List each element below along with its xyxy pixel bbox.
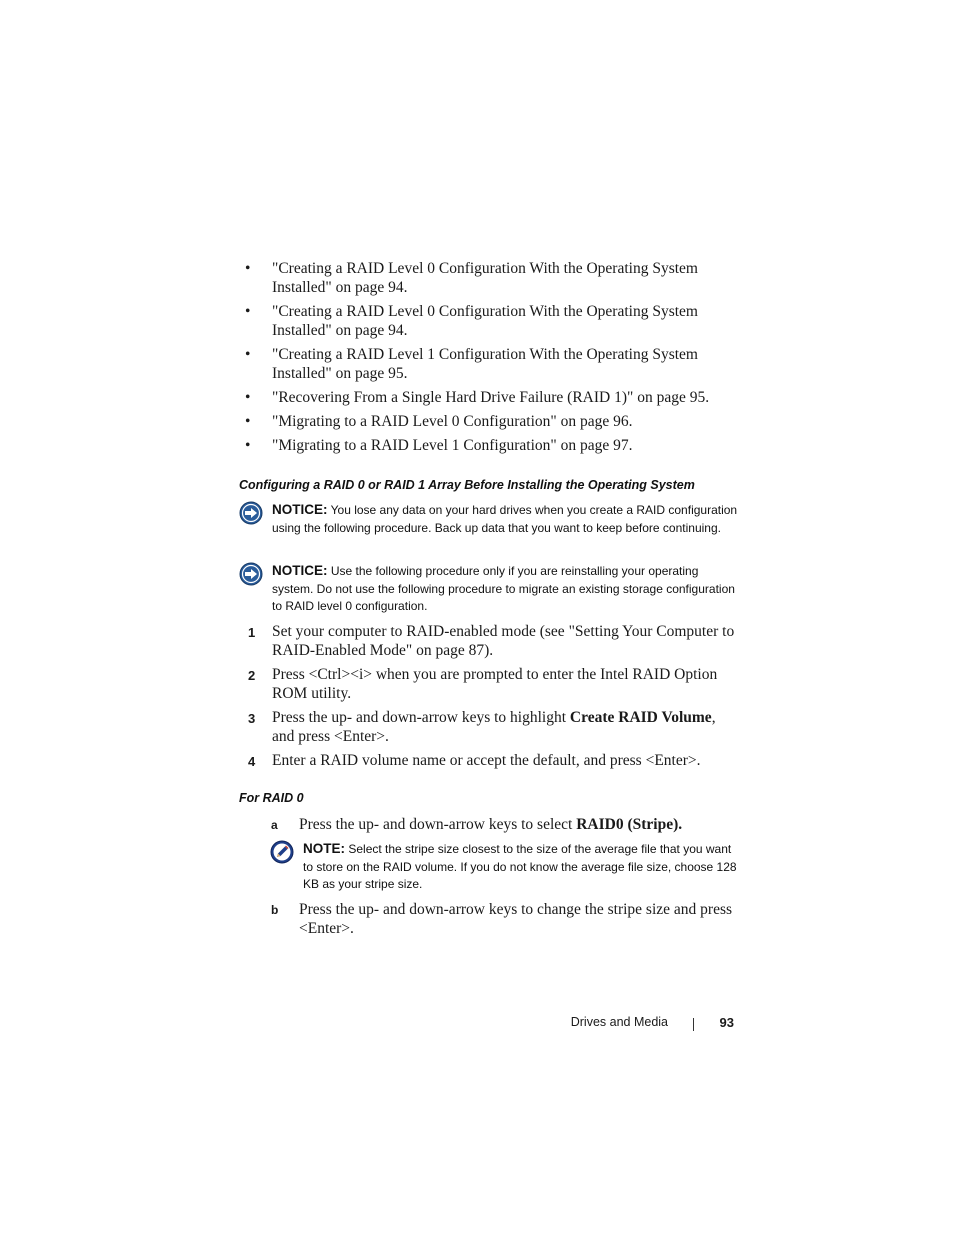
footer-divider (693, 1018, 694, 1031)
notice-callout (239, 501, 739, 537)
step-number: 2 (248, 668, 256, 683)
bullet-glyph: • (245, 413, 251, 430)
step-item (248, 708, 740, 746)
step-text: Press <Ctrl><i> when you are prompted to enter the Intel RAID Option ROM utility. (272, 666, 718, 702)
bullet-glyph: • (245, 437, 251, 454)
footer-section-title: Drives and Media (570, 1015, 668, 1029)
list-item-text: "Migrating to a RAID Level 0 Configuration" on page 96. (272, 413, 633, 430)
step-number: 4 (248, 754, 256, 769)
note-text: Select the stripe size closest to the size of the average file that you want to store on the RAID volume. If you do not know the average file size, choose 128 KB as your stripe size. (303, 842, 737, 891)
list-item-text: "Creating a RAID Level 0 Configuration With the Operating System Installed" on page 94. (272, 303, 698, 339)
raid0-heading: For RAID 0 (239, 791, 304, 805)
substep-text-pre: Press the up- and down-arrow keys to select (299, 816, 577, 833)
substep-letter: b (271, 903, 279, 917)
step-text: Enter a RAID volume name or accept the default, and press <Enter>. (272, 752, 701, 769)
page-number: 93 (719, 1015, 734, 1030)
list-item-text: "Migrating to a RAID Level 1 Configuration" on page 97. (272, 437, 633, 454)
notice-text: You lose any data on your hard drives when you create a RAID configuration using the following procedure. Back up data that you want to keep before continuing. (272, 503, 738, 535)
step-item (248, 751, 740, 770)
ui-term: RAID0 (Stripe). (576, 816, 683, 833)
raid0-substeps-continued (271, 900, 741, 938)
list-item-text: "Creating a RAID Level 1 Configuration With the Operating System Installed" on page 95. (272, 346, 698, 382)
list-item (245, 345, 745, 383)
page-footer (540, 1015, 736, 1035)
ui-term: Create RAID Volume (569, 709, 712, 726)
bullet-glyph: • (245, 346, 251, 363)
note-label: NOTE: (303, 841, 345, 856)
list-item-text: "Creating a RAID Level 0 Configuration With the Operating System Installed" on page 94. (272, 260, 698, 296)
bullet-glyph: • (245, 260, 251, 277)
step-text-post: , and press <Enter>. (272, 709, 716, 745)
notice-label: NOTICE: (272, 563, 328, 578)
notice-text: Use the following procedure only if you are reinstalling your operating system. Do not use the following procedure to migrate an existing storage configuration to RAID level 0 configuration. (272, 564, 735, 613)
step-number: 1 (248, 625, 256, 640)
bullet-glyph: • (245, 389, 251, 406)
step-text-pre: Press the up- and down-arrow keys to highlight (272, 709, 570, 726)
notice-icon (239, 501, 263, 525)
list-item (245, 436, 745, 455)
step-item (248, 622, 740, 660)
bullet-glyph: • (245, 303, 251, 320)
list-item-text: "Recovering From a Single Hard Drive Failure (RAID 1)" on page 95. (272, 389, 710, 406)
substep-letter: a (271, 818, 278, 832)
notice-label: NOTICE: (272, 502, 328, 517)
substep-text: Press the up- and down-arrow keys to change the stripe size and press <Enter>. (299, 901, 733, 937)
section-heading: Configuring a RAID 0 or RAID 1 Array Before Installing the Operating System (239, 478, 695, 492)
notice-icon (239, 562, 263, 586)
substep-item (271, 815, 741, 834)
procedure-steps (248, 622, 740, 775)
raid0-substeps (271, 815, 741, 834)
step-text: Set your computer to RAID-enabled mode (see "Setting Your Computer to RAID-Enabled Mode" on page 87). (272, 623, 735, 659)
note-callout (270, 840, 740, 894)
list-item (245, 302, 745, 340)
list-item (245, 388, 745, 407)
list-item (245, 412, 745, 431)
notice-callout (239, 562, 739, 616)
substep-item (271, 900, 741, 938)
list-item (245, 259, 745, 297)
step-item (248, 665, 740, 703)
note-pencil-icon (270, 840, 294, 864)
step-number: 3 (248, 711, 256, 726)
cross-reference-list (245, 259, 745, 460)
